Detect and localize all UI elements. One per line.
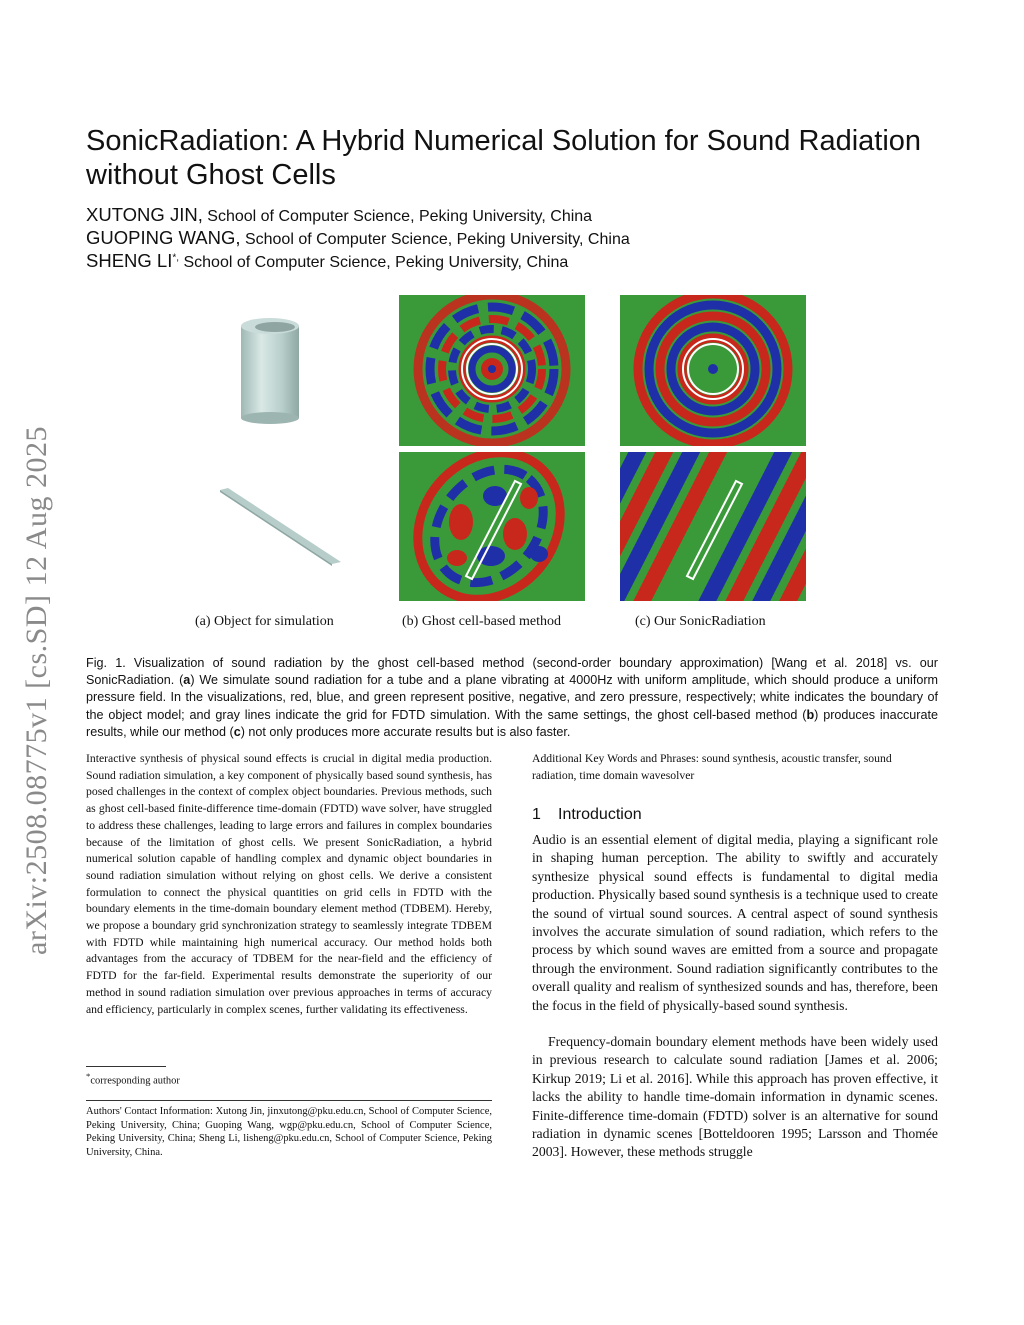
sonicradiation-tube-field: [620, 295, 806, 446]
section-heading-introduction: [532, 806, 642, 824]
caption-text: ) We simulate sound radiation for a tube and a plane vibrating at 4000Hz with uniform amplitude, which should produce a uniform pressure field. In the visualizations, red, blue, and green represent positive, negative, and zero pressure, respectively; white indicates the boundary of the object model; and gray lines indicate the grid for FDTD simulation. With the same settings, the ghost cell-based method (: [86, 673, 939, 722]
author-affiliation: School of Computer Science, Peking University, China: [179, 254, 569, 271]
arxiv-identifier: arXiv:2508.08775v1 [cs.SD] 12 Aug 2025: [20, 426, 53, 955]
author-line-1: [86, 204, 592, 226]
intro-paragraph-1: Audio is an essential element of digital media, playing a significant role in shaping human perception. The ability to swiftly and accurately synthesize physical sound effects is fundamental to digital media production. Physically based sound synthesis is a technique used to create the sound of virtual sound sources. A central aspect of sound synthesis involves the accurate simulation of sound radiation, which refers to the process by which sound waves are emitted from a source and propagate through the environment. Sound radiation significantly contributes to the overall quality and realism of synthesized sounds and has, therefore, been the focus in the field of physically-based sound synthesis.: [532, 832, 938, 1013]
author-name: GUOPING WANG,: [86, 227, 241, 248]
author-name: XUTONG JIN,: [86, 204, 203, 225]
caption-ref-c: c: [233, 724, 241, 739]
intro-paragraph-2: Frequency-domain boundary element methods have been widely used in previous research to calculate sound radiation [James et al. 2006; Kirkup 2019; Li et al. 2016]. While this approach has proven effective, it lacks the ability to handle time-domain information in dynamic scenes. Finite-difference time-domain (FDTD) solver is an alternative for sound radiation in dynamic scenes [Botteldooren 1995; Larsson and Thomée 2003]. However, these methods struggle: [532, 1034, 938, 1160]
caption-ref-b: b: [806, 707, 815, 722]
author-affiliation: School of Computer Science, Peking University, China: [240, 231, 630, 248]
author-name: SHENG LI: [86, 250, 173, 271]
ghost-cell-tube-field: [399, 295, 585, 446]
sonicradiation-plane-field: [620, 452, 806, 601]
section-number: 1: [532, 806, 541, 823]
tube-object-render: [222, 312, 322, 424]
author-affiliation: School of Computer Science, Peking University, China: [202, 208, 593, 225]
caption-ref-a: a: [183, 673, 191, 688]
keywords: Additional Key Words and Phrases: sound synthesis, acoustic transfer, sound radiation, time domain wavesolver: [532, 752, 892, 782]
caption-text: ) produces inaccurate results, while our method (: [86, 707, 938, 739]
contact-information: Authors' Contact Information: Xutong Jin, jinxutong@pku.edu.cn, School of Computer Science, Peking University, China; Guoping Wang, wgp@pku.edu.cn, School of Computer Science, Peking University, China; Sheng Li, lisheng@pku.edu.cn, School of Computer Science, Peking University, China.: [86, 1106, 492, 1159]
footnote-rule: [86, 1066, 166, 1067]
subcaption-b: (b) Ghost cell-based method: [402, 614, 562, 629]
corresponding-mark: *,: [172, 252, 180, 264]
abstract: Interactive synthesis of physical sound effects is crucial in digital media production. Sound radiation simulation, a key component of physically based sound synthesis, has posed challenges in the context of complex object boundaries. Previous methods, such as ghost cell-based finite-difference time-domain (FDTD) wave solver, have struggled to address these challenges, leading to large errors and failures in complex boundaries because of the limitation of ghost cells. We present SonicRadiation, a hybrid numerical solution capable of handling complex and dynamic object boundaries in sound radiation simulation without relying on ghost cells. We derive a consistent formulation to connect the physical quantities on grid cells in FDTD with the boundary elements in the time-domain boundary element method (TDBEM). Hereby, we propose a boundary grid synchronization strategy to seamlessly integrate TDBEM with FDTD while maintaining high numerical accuracy. Our method holds both advantages from the accuracy of TDBEM for the near-field and the efficiency of FDTD for the far-field. Experimental results demonstrate the superiority of our method in sound radiation simulation over previous approaches in terms of accuracy and efficiency, particularly in complex scenes, further validating its effectiveness.: [86, 752, 492, 1016]
footnote-text: corresponding author: [90, 1075, 180, 1087]
author-line-2: [86, 227, 630, 249]
author-line-3: [86, 250, 568, 272]
contact-rule: [86, 1100, 492, 1101]
caption-text: Fig. 1. Visualization of sound radiation by the ghost cell-based method (second-order boundary approximation) [Wang et al. 2018] vs. our SonicRadiation. (: [86, 656, 938, 688]
ghost-cell-plane-field: [399, 452, 585, 601]
paper-title: SonicRadiation: A Hybrid Numerical Solution for Sound Radiation without Ghost Cells: [86, 125, 922, 191]
figure-caption: [86, 655, 938, 741]
plane-object-render: [214, 482, 344, 568]
footnote: [86, 1071, 180, 1087]
footnote-mark: *: [86, 1071, 91, 1081]
subcaption-a: (a) Object for simulation: [195, 614, 334, 629]
section-title: Introduction: [558, 806, 642, 823]
subcaption-c: (c) Our SonicRadiation: [635, 614, 766, 629]
caption-text: ) not only produces more accurate results but is also faster.: [240, 724, 571, 739]
